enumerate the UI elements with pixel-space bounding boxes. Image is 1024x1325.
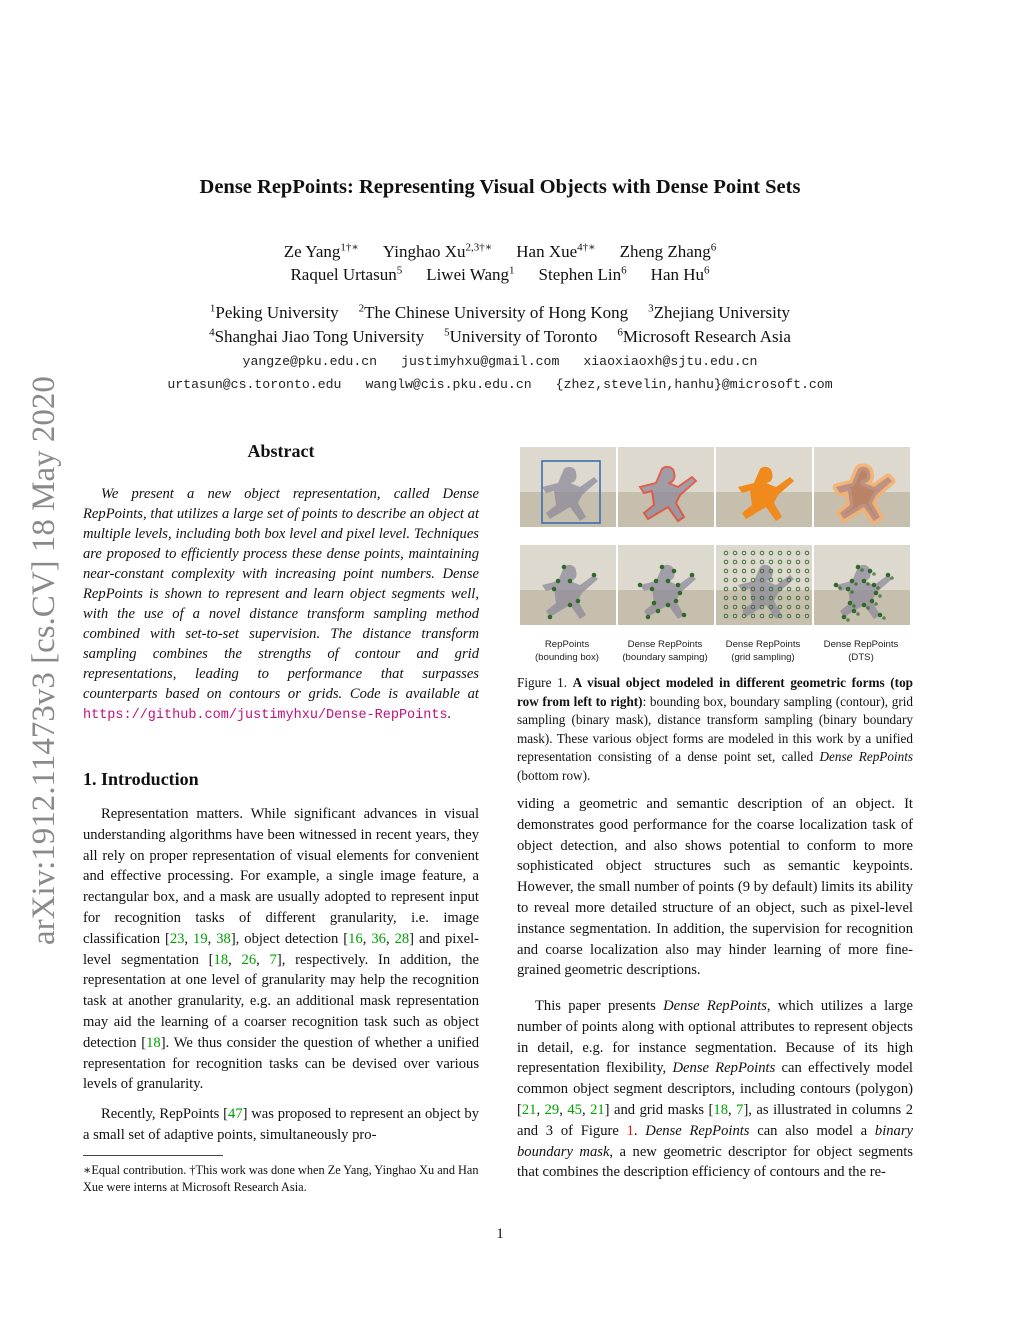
citation-link[interactable]: 18 <box>213 951 229 968</box>
abstract-body <box>83 484 479 726</box>
affiliations-line-1 <box>0 302 1000 323</box>
email: justimyhxu@gmail.com <box>401 354 560 369</box>
panel-dense-boundary <box>618 545 714 625</box>
email: yangze@pku.edu.cn <box>242 354 378 369</box>
arxiv-sidebar <box>4 340 76 950</box>
author-3: Stephen Lin$^6$ <box>538 264 627 284</box>
citation-link[interactable]: 7 <box>736 1101 744 1118</box>
panel-dts <box>814 447 910 527</box>
author-4: Han Hu$^6$ <box>650 264 710 284</box>
email: urtasun@cs.toronto.edu <box>167 377 342 392</box>
affiliation: $^4$Shanghai Jiao Tong University <box>209 326 425 346</box>
affiliation: $^1$Peking University <box>209 302 339 322</box>
panel-dense-grid <box>716 545 812 625</box>
figure-label-4: Dense RepPoints (DTS) <box>823 639 899 663</box>
author-4: Zheng Zhang$^6$ <box>619 241 717 261</box>
figure-caption: Figure 1. A visual object modeled in different geometric forms (top row from left to right): bounding box, boundary sampling (contour), grid sampling (binary mask), distance transform sampling (binary boundary mask). These various object forms are modeled in this work by a unified representation consisting of a dense point set, called Dense RepPoints (bottom row). <box>517 675 913 783</box>
affiliation: $^2$The Chinese University of Hong Kong <box>358 302 629 322</box>
affiliation: $^5$University of Toronto <box>444 326 598 346</box>
citation-link[interactable]: 19 <box>193 930 208 947</box>
panel-bounding-box <box>520 447 616 527</box>
citation-link[interactable]: 26 <box>241 951 257 968</box>
code-link[interactable]: https://github.com/justimyhxu/Dense-RepPoints <box>83 708 448 723</box>
citation-link[interactable]: 45 <box>567 1101 582 1118</box>
citation-link[interactable]: 21 <box>590 1101 605 1118</box>
authors-line-1 <box>0 240 1000 262</box>
footnote: ∗Equal contribution. †This work was done when Ze Yang, Yinghao Xu and Han Xue were interns at Microsoft Research Asia. <box>83 1163 479 1194</box>
paper-title: Dense RepPoints: Representing Visual Objects with Dense Point Sets <box>199 176 801 198</box>
email: xiaoxiaoxh@sjtu.edu.cn <box>583 354 758 369</box>
emails-line-1 <box>0 354 1000 369</box>
citation-link[interactable]: 18 <box>713 1101 728 1118</box>
panel-reppoints <box>520 545 616 625</box>
right-paragraph-1: viding a geometric and semantic description of an object. It demonstrates good performance for the coarse localization task of object detection, and also shows potential to conform to more sophisticated object structures such as semantic keypoints. However, the small number of points (9 by default) limits its ability to reveal more detailed structure of an object, such as pixel-level instance segmentation. In addition, the supervision for recognition and coarse localization also may hinder learning of more fine-grained geometric descriptions. <box>517 796 913 979</box>
author-1: Ze Yang$^{1\dagger∗}$ <box>283 241 359 261</box>
page-number: 1 <box>496 1226 504 1242</box>
right-paragraph-2: This paper presents Dense RepPoints, which utilizes a large number of points along with optional attributes to represent objects in detail, e.g. for instance segmentation. Because of its high representation flexibility, Dense RepPoints can effectively model common object segment descriptors, including contours (polygon) [21, 29, 45, 21] and grid masks [18, 7], as illustrated in columns 2 and 3 of Figure 1. Dense RepPoints can also model a binary boundary mask, a new geometric descriptor for object segments that combines the description efficiency of contours and the re- <box>517 998 914 1181</box>
panel-grid-sampling <box>716 447 812 527</box>
author-2: Liwei Wang$^1$ <box>426 264 515 284</box>
footnote-rule <box>83 1155 223 1156</box>
citation-link[interactable]: 16 <box>348 930 363 947</box>
figure-1 <box>517 444 913 666</box>
citation-link[interactable]: 47 <box>228 1106 243 1122</box>
citation-link[interactable]: 38 <box>216 930 231 947</box>
figure-link[interactable]: 1 <box>626 1122 634 1139</box>
figure-label-2: Dense RepPoints (boundary samping) <box>622 639 708 663</box>
author-3: Han Xue$^{4\dagger∗}$ <box>516 241 596 261</box>
author-1: Raquel Urtasun$^5$ <box>290 264 403 284</box>
intro-heading: 1. Introduction <box>83 769 199 789</box>
figure-label-3: Dense RepPoints (grid sampling) <box>725 639 801 663</box>
affiliations-line-2 <box>0 326 1000 347</box>
panel-dense-dts <box>814 545 910 625</box>
email: {zhez,stevelin,hanhu}@microsoft.com <box>555 377 833 392</box>
citation-link[interactable]: 28 <box>394 930 410 947</box>
abstract-end: . <box>447 706 452 722</box>
intro-paragraph-2: Recently, RepPoints [47] was proposed to represent an object by a small set of adaptive points, simultaneously pro- <box>83 1106 480 1143</box>
emails-line-2 <box>0 377 1000 392</box>
abstract-heading: Abstract <box>247 441 315 461</box>
citation-link[interactable]: 29 <box>544 1101 560 1118</box>
intro-paragraph-1: Representation matters. While significant advances in visual understanding algorithms have been witnessed in recent years, they all rely on proper representation of visual elements for convenient and effective processing. For example, a single image feature, a rectangular box, and a mask are usually adopted to represent input for recognition tasks of different granularity, i.e. image classification [23, 19, 38], object detection [16, 36, 28] and pixel-level segmentation [18, 26, 7], respectively. In addition, the representation at one level of granularity may help the recognition task at another granularity, e.g. an additional mask representation may aid the learning of a coarser recognition task such as object detection [18]. We thus consider the question of whether a unified representation for recognition tasks can be devised over various levels of granularity. <box>83 806 480 1093</box>
figure-label-1: RepPoints (bounding box) <box>534 639 599 663</box>
author-2: Yinghao $Xu^{2,3\dagger∗}$ <box>382 241 493 261</box>
authors-line-2 <box>0 264 1000 285</box>
abstract-text: We present a new object representation, called Dense RepPoints, that utilizes a large set of points to describe an object at multiple levels, including both box level and pixel level. Techniques are proposed to efficiently process these dense points, maintaining near-constant complexity with increasing point numbers. Dense RepPoints is shown to represent and learn object segments well, with the use of a novel distance transform sampling method combined with set-to-set supervision. The distance transform sampling combines the strengths of contour and grid representations, leading to performance that surpasses counterparts based on contours or grids. Code is available at <box>83 486 479 702</box>
citation-link[interactable]: 21 <box>521 1101 537 1118</box>
citation-link[interactable]: 18 <box>146 1034 161 1051</box>
affiliation: $^6$Microsoft Research Asia <box>617 326 791 346</box>
affiliation: $^3$Zhejiang University <box>648 302 791 322</box>
citation-link[interactable]: 23 <box>169 930 185 947</box>
arxiv-id: arXiv:1912.11473v3 [cs.CV] 18 May 2020 <box>26 376 62 945</box>
panel-boundary-sampling <box>618 447 714 527</box>
citation-link[interactable]: 7 <box>269 951 277 968</box>
citation-link[interactable]: 36 <box>371 930 386 947</box>
email: wanglw@cis.pku.edu.cn <box>365 377 532 392</box>
